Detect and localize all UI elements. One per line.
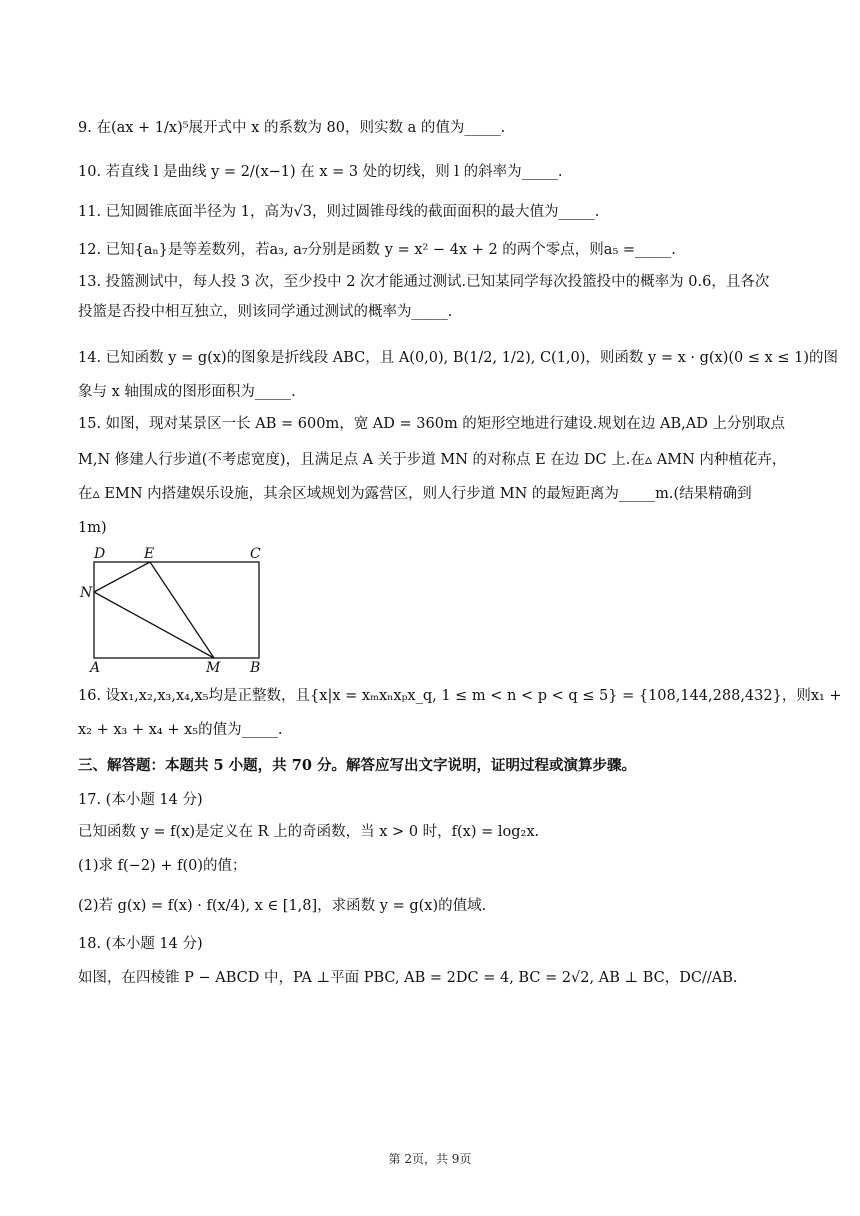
problem-15-line-1: 15. 如图，现对某景区一长 AB = 600m，宽 AD = 360m 的矩形空地进行建设.规划在边 AB,AD 上分别取点 xyxy=(78,416,785,432)
problem-13-line-2: 投篮是否投中相互独立，则该同学通过测试的概率为_____. xyxy=(78,304,453,320)
segment-ne xyxy=(94,562,150,592)
segment-em xyxy=(150,562,214,658)
problem-17-header: 17. (本小题 14 分) xyxy=(78,792,203,808)
rectangle-abcd xyxy=(94,562,259,658)
problem-15-line-2: M,N 修建人行步道(不考虑宽度)，且满足点 A 关于步道 MN 的对称点 E 在边 DC 上.在▵ AMN 内种植花卉， xyxy=(78,452,787,468)
label-n: N xyxy=(80,585,93,601)
problem-14-line-2: 象与 x 轴围成的图形面积为_____. xyxy=(78,384,296,400)
problem-9: 9. 在(ax + 1/x)⁵展开式中 x 的系数为 80，则实数 a 的值为_____. xyxy=(78,120,506,136)
label-b: B xyxy=(250,660,261,676)
page-footer: 第 2页，共 9页 xyxy=(388,1152,472,1166)
label-e: E xyxy=(144,546,155,562)
problem-15-line-4: 1m) xyxy=(78,520,107,536)
problem-17-q1: (1)求 f(−2) + f(0)的值； xyxy=(78,858,247,874)
problem-12: 12. 已知{aₙ}是等差数列，若a₃, a₇分别是函数 y = x² − 4x + 2 的两个零点，则a₅ =_____. xyxy=(78,242,676,258)
segment-nm xyxy=(94,592,214,658)
problem-15-line-3: 在▵ EMN 内搭建娱乐设施，其余区域规划为露营区，则人行步道 MN 的最短距离为_____m.(结果精确到 xyxy=(78,486,752,502)
problem-17-q2: (2)若 g(x) = f(x) · f(x/4), x ∈ [1,8]，求函数 y = g(x)的值域. xyxy=(78,898,487,914)
label-d: D xyxy=(94,546,106,562)
problem-18-header: 18. (本小题 14 分) xyxy=(78,936,203,952)
problem-16-line-2: x₂ + x₃ + x₄ + x₅的值为_____. xyxy=(78,722,283,738)
problem-10: 10. 若直线 l 是曲线 y = 2/(x−1) 在 x = 3 处的切线，则 l 的斜率为_____. xyxy=(78,164,563,180)
rectangle-figure xyxy=(78,544,278,676)
problem-11: 11. 已知圆锥底面半径为 1，高为√3，则过圆锥母线的截面面积的最大值为_____. xyxy=(78,204,600,220)
problem-14-line-1: 14. 已知函数 y = g(x)的图象是折线段 ABC，且 A(0,0), B(1/2, 1/2), C(1,0)，则函数 y = x · g(x)(0 ≤ x ≤ 1)的图 xyxy=(78,350,839,366)
problem-16-line-1: 16. 设x₁,x₂,x₃,x₄,x₅均是正整数，且{x|x = xₘxₙxₚx_q, 1 ≤ m < n < p < q ≤ 5} = {108,144,288,432}，则x₁ + xyxy=(78,688,842,704)
label-m: M xyxy=(206,660,221,676)
problem-13-line-1: 13. 投篮测试中，每人投 3 次，至少投中 2 次才能通过测试.已知某同学每次投篮投中的概率为 0.6，且各次 xyxy=(78,274,770,290)
problem-18-stem: 如图，在四棱锥 P − ABCD 中，PA ⊥平面 PBC, AB = 2DC = 4, BC = 2√2, AB ⊥ BC，DC//AB. xyxy=(78,970,738,986)
label-c: C xyxy=(250,546,261,562)
label-a: A xyxy=(90,660,101,676)
section-3-heading: 三、解答题：本题共 5 小题，共 70 分。解答应写出文字说明，证明过程或演算步骤。 xyxy=(78,757,636,774)
problem-17-stem: 已知函数 y = f(x)是定义在 R 上的奇函数，当 x > 0 时，f(x) = log₂x. xyxy=(78,824,540,840)
